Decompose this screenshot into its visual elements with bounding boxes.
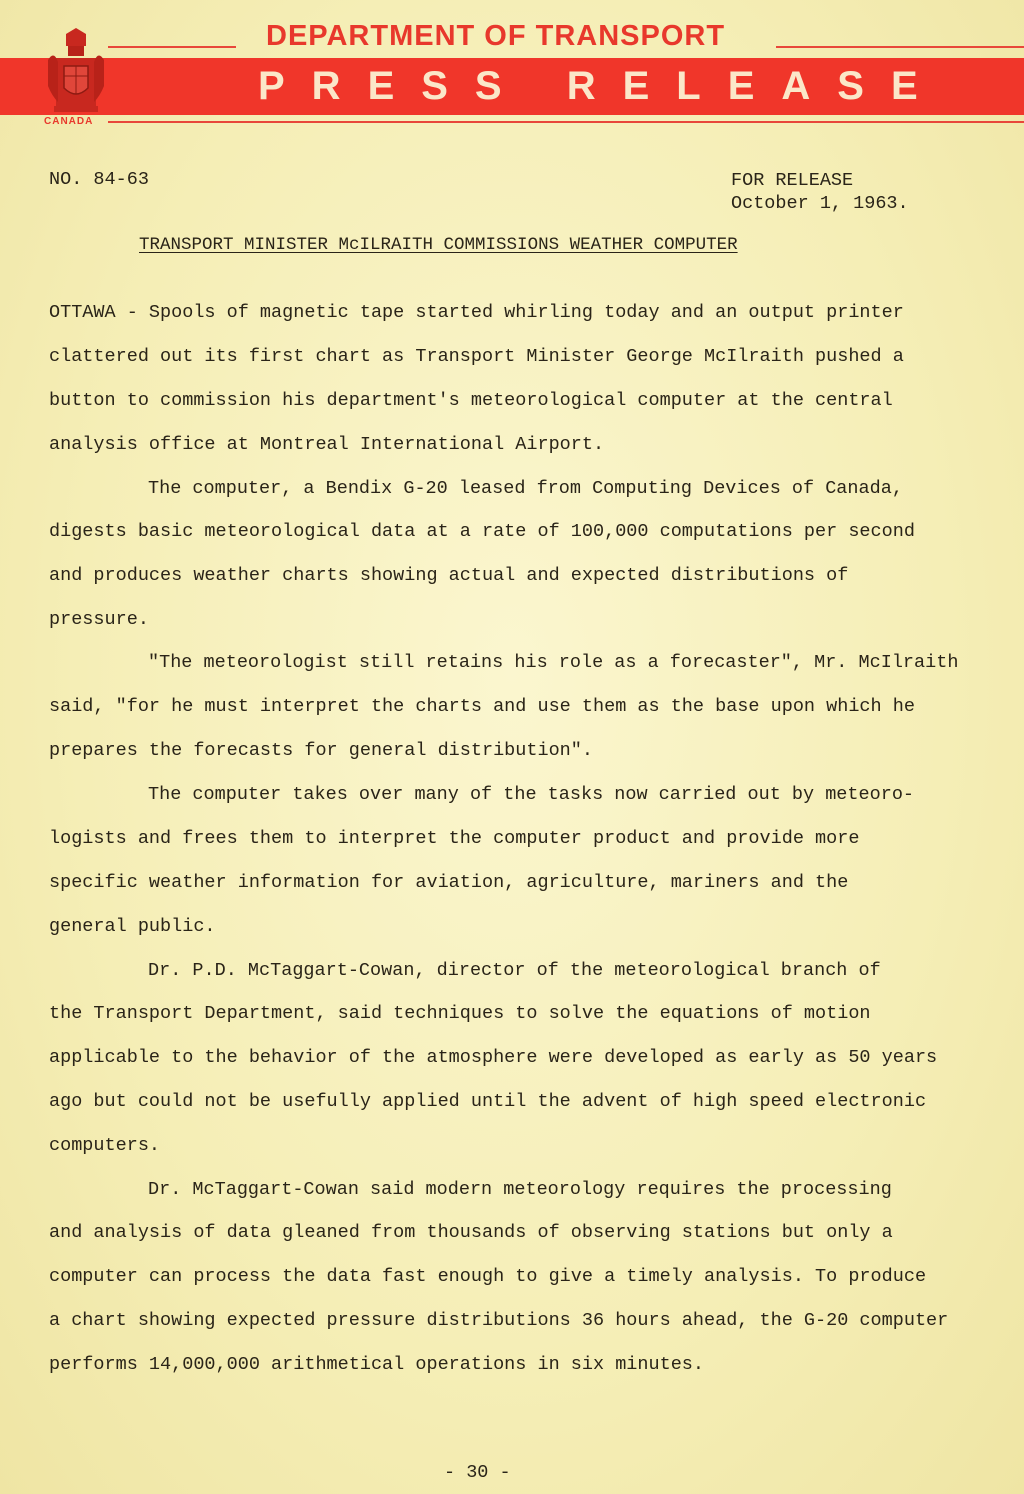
body-line: The computer, a Bendix G-20 leased from Computing Devices of Canada, <box>148 478 903 499</box>
release-number: NO. 84-63 <box>49 169 149 190</box>
release-date: October 1, 1963. <box>731 193 909 214</box>
body-line: computer can process the data fast enough to give a timely analysis. To produce <box>49 1266 927 1287</box>
body-line: general public. <box>49 916 216 937</box>
headline: TRANSPORT MINISTER McILRAITH COMMISSIONS WEATHER COMPUTER <box>139 235 738 255</box>
body-line: pressure. <box>49 609 149 630</box>
body-line: and analysis of data gleaned from thousands of observing stations but only a <box>49 1222 893 1243</box>
body-line: The computer takes over many of the tasks now carried out by meteoro- <box>148 784 915 805</box>
body-line: the Transport Department, said techniques to solve the equations of motion <box>49 1003 871 1024</box>
body-line: OTTAWA - Spools of magnetic tape started whirling today and an output printer <box>49 302 904 323</box>
body-line: digests basic meteorological data at a rate of 100,000 computations per second <box>49 521 915 542</box>
body-line: Dr. McTaggart-Cowan said modern meteorology requires the processing <box>148 1179 892 1200</box>
body-line: logists and frees them to interpret the computer product and provide more <box>49 828 860 849</box>
body-line: prepares the forecasts for general distribution". <box>49 740 593 761</box>
page-end-marker: - 30 - <box>444 1462 511 1483</box>
country-label: CANADA <box>44 116 94 127</box>
body-line: said, "for he must interpret the charts and use them as the base upon which he <box>49 696 915 717</box>
body-line: Dr. P.D. McTaggart-Cowan, director of the meteorological branch of <box>148 960 881 981</box>
body-line: applicable to the behavior of the atmosphere were developed as early as 50 years <box>49 1047 938 1068</box>
body-line: clattered out its first chart as Transport Minister George McIlraith pushed a <box>49 346 904 367</box>
coat-of-arms-icon <box>44 26 108 116</box>
release-info <box>731 169 909 215</box>
press-release-title: PRESS RELEASE <box>258 64 945 108</box>
body-line: ago but could not be usefully applied until the advent of high speed electronic <box>49 1091 927 1112</box>
letterhead-rule-right <box>776 46 1024 48</box>
department-title: DEPARTMENT OF TRANSPORT <box>266 20 726 52</box>
body-line: button to commission his department's meteorological computer at the central <box>49 390 893 411</box>
body-line: "The meteorologist still retains his role as a forecaster", Mr. McIlraith <box>148 652 959 673</box>
body-line: analysis office at Montreal International Airport. <box>49 434 605 455</box>
letterhead-rule-left <box>108 46 236 48</box>
body-line: computers. <box>49 1135 161 1156</box>
body-line: specific weather information for aviation, agriculture, mariners and the <box>49 872 849 893</box>
release-label: FOR RELEASE <box>731 170 854 191</box>
body-line: and produces weather charts showing actual and expected distributions of <box>49 565 849 586</box>
body-line: a chart showing expected pressure distributions 36 hours ahead, the G-20 computer <box>49 1310 949 1331</box>
letterhead-rule-bottom <box>108 121 1024 123</box>
body-line: performs 14,000,000 arithmetical operations in six minutes. <box>49 1354 705 1375</box>
